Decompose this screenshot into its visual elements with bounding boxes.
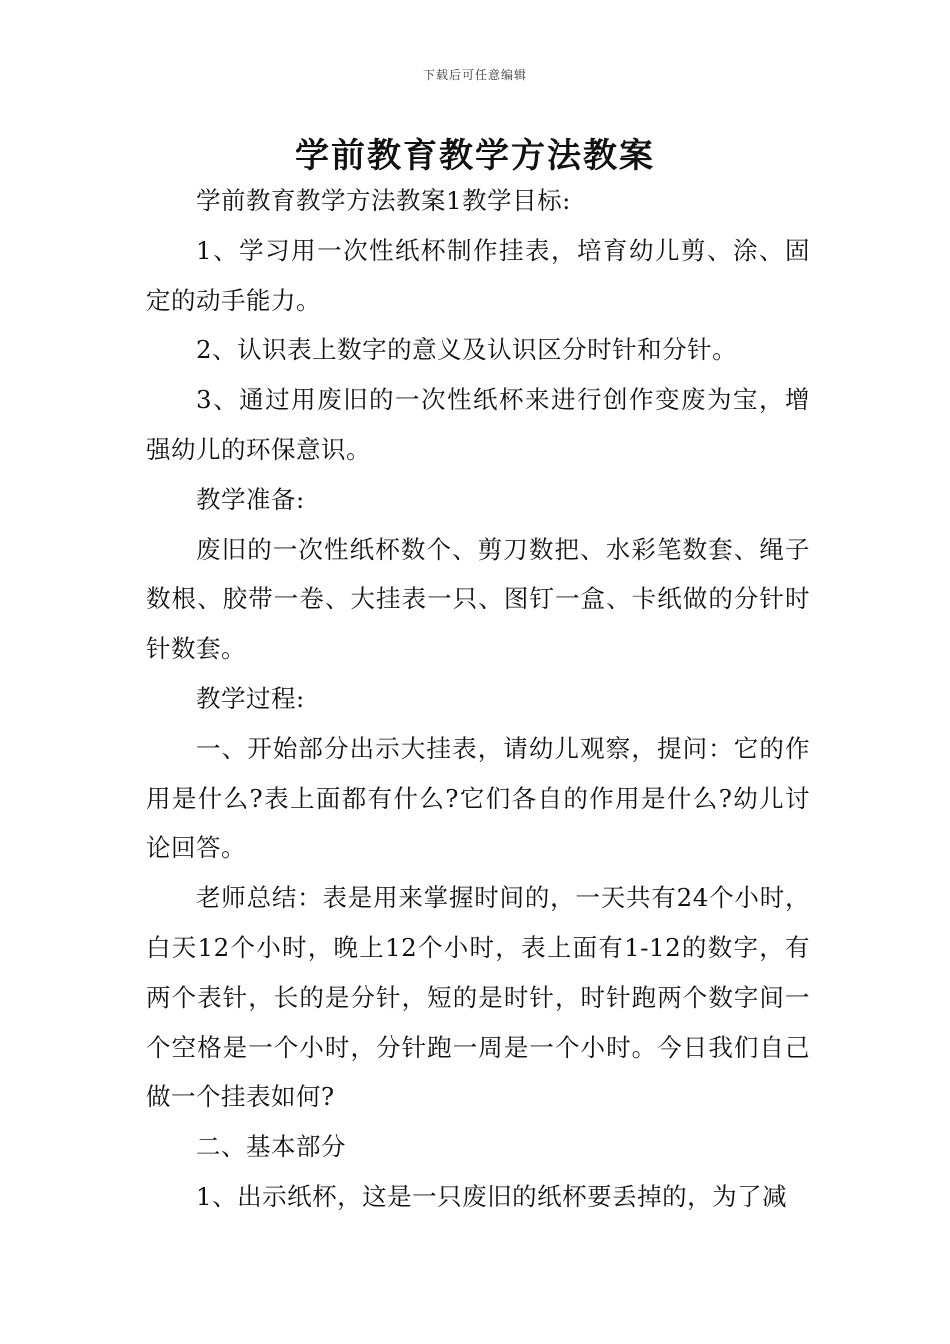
paragraph: 老师总结：表是用来掌握时间的，一天共有24个小时，白天12个小时，晚上12个小时，表上面有1-12的数字，有两个表针，长的是分针，短的是时针，时针跑两个数字间一个空格是一个小时，分针跑一周是一个小时。今日我们自己做一个挂表如何? [146, 883, 810, 1112]
paragraph: 2、认识表上数字的意义及认识区分时针和分针。 [196, 335, 738, 365]
paragraph: 二、基本部分 [196, 1132, 346, 1162]
paragraph: 学前教育教学方法教案1教学目标: [196, 186, 571, 215]
paragraph: 一、开始部分出示大挂表，请幼儿观察，提问：它的作用是什么?表上面都有什么?它们各自的作用是什么?幼儿讨论回答。 [146, 733, 810, 863]
document-title: 学前教育教学方法教案 [295, 136, 655, 176]
document-body [146, 176, 810, 1222]
paragraph: 教学准备: [196, 484, 305, 514]
paragraph: 教学过程: [196, 683, 305, 713]
paragraph: 3、通过用废旧的一次性纸杯来进行创作变废为宝，增强幼儿的环保意识。 [146, 385, 810, 464]
paragraph: 1、出示纸杯，这是一只废旧的纸杯要丢掉的，为了减 [196, 1181, 788, 1211]
paragraph: 废旧的一次性纸杯数个、剪刀数把、水彩笔数套、绳子数根、胶带一卷、大挂表一只、图钉一盒、卡纸做的分针时针数套。 [146, 534, 810, 664]
paragraph: 1、学习用一次性纸杯制作挂表，培育幼儿剪、涂、固定的动手能力。 [146, 235, 810, 315]
header-note: 下载后可任意编辑 [422, 68, 527, 82]
